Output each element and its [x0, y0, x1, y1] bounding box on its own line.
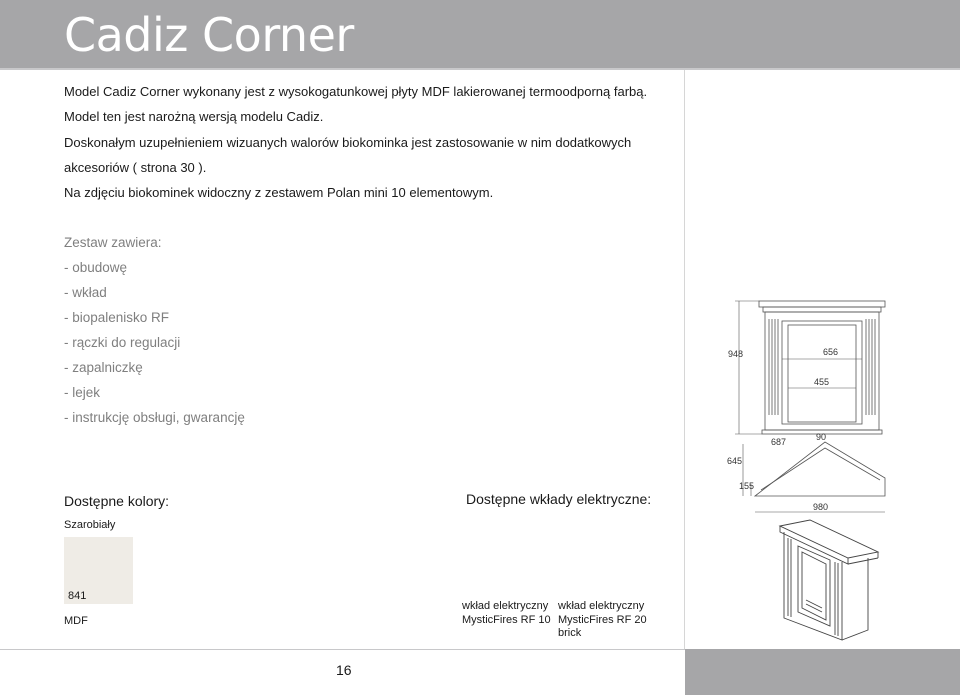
insert-rf20-line2: MysticFires RF 20 [558, 613, 647, 626]
insert-rf10-line2: MysticFires RF 10 [462, 613, 551, 626]
color-code: 841 [68, 590, 87, 602]
front-view-drawing [725, 295, 895, 440]
page-number: 16 [336, 662, 352, 678]
dim-outer-width: 656 [823, 347, 839, 357]
inserts-heading: Dostępne wkłady elektryczne: [466, 491, 652, 507]
insert-rf20 [558, 600, 647, 641]
set-item: - lejek [64, 385, 101, 400]
set-item: - zapalniczkę [64, 360, 143, 375]
color-name: Szarobiały [64, 519, 116, 531]
insert-rf20-line1: wkład elektryczny [558, 600, 645, 612]
set-title: Zestaw zawiera: [64, 235, 162, 250]
description-line-3: Doskonałym uzupełnieniem wizuanych walorów biokominka jest zastosowanie w nim dodatkowych [64, 135, 632, 150]
set-item: - obudowę [64, 260, 128, 275]
dim-small: 155 [739, 481, 755, 491]
dim-height: 948 [728, 349, 744, 359]
insert-rf10 [462, 600, 551, 627]
set-item: - biopalenisko RF [64, 310, 170, 325]
dim-inner-width: 455 [814, 377, 830, 387]
set-item: - rączki do regulacji [64, 335, 181, 350]
description-line-4: akcesoriów ( strona 30 ). [64, 160, 207, 175]
material-label: MDF [64, 615, 88, 627]
insert-rf10-line1: wkład elektryczny [462, 600, 549, 612]
dim-side: 687 [771, 437, 787, 447]
dim-total: 980 [813, 502, 829, 512]
description-line-1: Model Cadiz Corner wykonany jest z wysokogatunkowej płyty MDF lakierowanej termoodporną farbą. [64, 84, 648, 99]
description-line-2: Model ten jest narożną wersją modelu Cadiz. [64, 109, 324, 124]
perspective-drawing [760, 518, 890, 643]
set-item: - instrukcję obsługi, gwarancję [64, 410, 245, 425]
description-line-5: Na zdjęciu biokominek widoczny z zestawem Polan mini 10 elementowym. [64, 185, 494, 200]
insert-rf20-line3: brick [558, 627, 582, 639]
dim-depth: 645 [727, 456, 743, 466]
set-item: - wkład [64, 285, 107, 300]
dim-angle: 90 [816, 432, 827, 442]
column-divider [684, 70, 685, 695]
header-strip [0, 68, 960, 70]
colors-heading: Dostępne kolory: [64, 493, 170, 509]
page-title: Cadiz Corner [64, 8, 354, 62]
footer-gray-block [685, 649, 960, 695]
top-view-drawing [725, 424, 895, 516]
